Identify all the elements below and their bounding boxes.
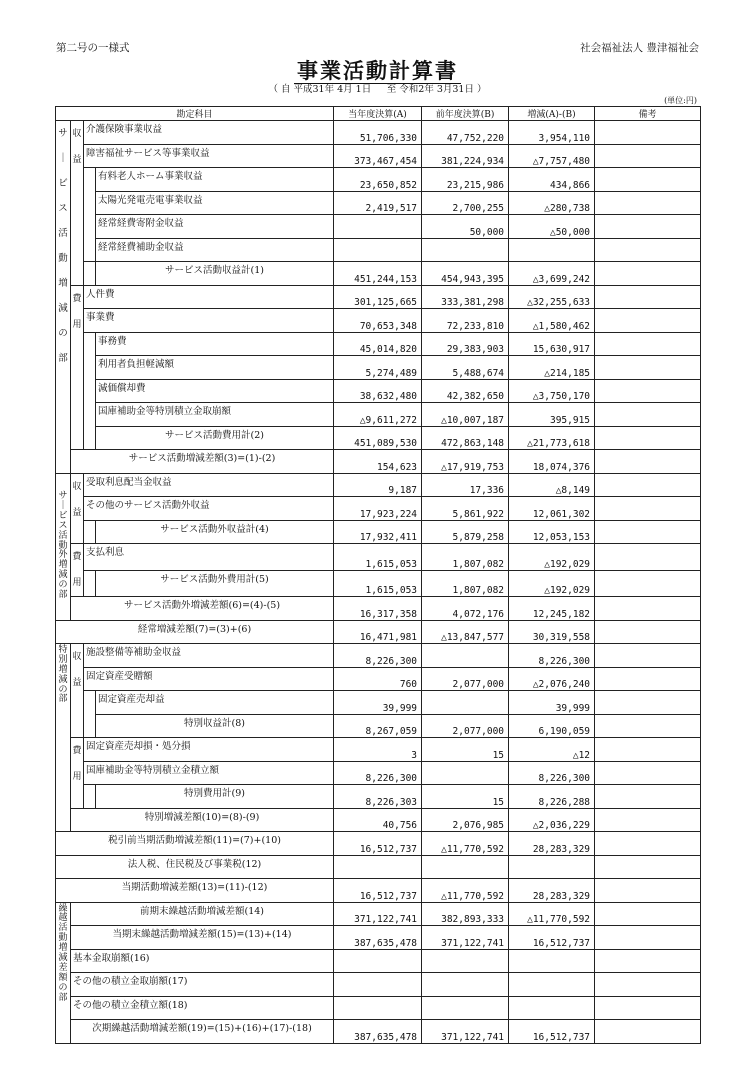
table-row [56,738,701,762]
value-previous [422,761,509,785]
remarks-cell [595,262,701,286]
value-current: 387,635,478 [334,926,422,950]
value-previous: 2,076,985 [422,808,509,832]
remarks-cell [595,426,701,450]
table-row [56,191,701,215]
value-diff: 28,283,329 [509,879,595,903]
col-account: 勘定科目 [56,107,334,121]
total-row [56,902,701,926]
indent-cell [84,520,96,544]
value-previous: 381,224,934 [422,144,509,168]
value-diff: △7,757,480 [509,144,595,168]
row-label: サービス活動増減差額(3)=(1)-(2) [71,450,334,474]
remarks-cell [595,356,701,380]
group-income: 収 益 [71,473,84,544]
table-row [56,667,701,691]
value-diff: 8,226,300 [509,644,595,668]
value-previous [422,691,509,715]
col-remarks: 備考 [595,107,701,121]
row-label: 支払利息 [84,544,334,571]
value-diff [509,996,595,1020]
form-number: 第二号の一様式 [56,42,130,54]
indent-cell [84,262,96,286]
value-diff: △8,149 [509,473,595,497]
remarks-cell [595,544,701,571]
remarks-cell [595,238,701,262]
group-income: 収 益 [71,644,84,738]
table-row [56,644,701,668]
row-label: 固定資産売却損・処分損 [84,738,334,762]
table-row [56,473,701,497]
value-current [334,855,422,879]
row-label: 特別収益計(8) [96,714,334,738]
value-current: 39,999 [334,691,422,715]
value-previous: 454,943,395 [422,262,509,286]
value-current [334,996,422,1020]
value-diff: △32,255,633 [509,285,595,309]
value-diff: △3,750,170 [509,379,595,403]
header-row [56,107,701,121]
remarks-cell [595,168,701,192]
remarks-cell [595,785,701,809]
value-current: 451,089,530 [334,426,422,450]
value-previous: 2,077,000 [422,714,509,738]
col-diff: 増減(A)-(B) [509,107,595,121]
row-label: サービス活動収益計(1) [96,262,334,286]
value-diff: 12,245,182 [509,597,595,621]
value-current: 45,014,820 [334,332,422,356]
value-diff: △192,029 [509,544,595,571]
remarks-cell [595,191,701,215]
value-current: 3 [334,738,422,762]
value-previous: 23,215,986 [422,168,509,192]
value-current [334,973,422,997]
value-diff: △2,036,229 [509,808,595,832]
row-label: 受取利息配当金収益 [84,473,334,497]
row-label: 国庫補助金等特別積立金取崩額 [96,403,334,427]
row-label: その他の積立金積立額(18) [71,996,334,1020]
value-current: 371,122,741 [334,902,422,926]
remarks-cell [595,667,701,691]
remarks-cell [595,403,701,427]
indent-cell [84,570,96,597]
value-diff: 6,190,059 [509,714,595,738]
remarks-cell [595,761,701,785]
value-diff: △192,029 [509,570,595,597]
row-label: 基本金取崩額(16) [71,949,334,973]
value-current: 451,244,153 [334,262,422,286]
value-previous [422,973,509,997]
value-diff: 395,915 [509,403,595,427]
value-previous: 472,863,148 [422,426,509,450]
section-service-other: サ ｜ ビ ス 活 動 外 増 減 の 部 [56,473,71,620]
value-diff [509,973,595,997]
remarks-cell [595,309,701,333]
row-label: 特別費用計(9) [96,785,334,809]
section-special: 特 別 増 減 の 部 [56,644,71,832]
total-row [56,597,701,621]
value-previous [422,238,509,262]
group-expense: 費 用 [71,285,84,450]
value-diff: 16,512,737 [509,1020,595,1044]
section-carryover: 繰 越 活 動 増 減 差 額 の 部 [56,902,71,1043]
value-current: 8,226,300 [334,644,422,668]
value-previous: 371,122,741 [422,1020,509,1044]
remarks-cell [595,832,701,856]
value-current: 16,512,737 [334,832,422,856]
value-previous: △13,847,577 [422,620,509,644]
remarks-cell [595,738,701,762]
value-current: 5,274,489 [334,356,422,380]
remarks-cell [595,215,701,239]
group-expense: 費 用 [71,544,84,597]
value-previous: 333,381,298 [422,285,509,309]
row-label: 前期末繰越活動増減差額(14) [71,902,334,926]
value-current: 40,756 [334,808,422,832]
value-current [334,215,422,239]
remarks-cell [595,121,701,145]
row-label: 介護保険事業収益 [84,121,334,145]
table-row [56,691,701,715]
value-previous: 50,000 [422,215,509,239]
value-previous: △17,919,753 [422,450,509,474]
row-label: 国庫補助金等特別積立金積立額 [84,761,334,785]
value-current: 1,615,053 [334,570,422,597]
value-diff: 8,226,288 [509,785,595,809]
col-previous: 前年度決算(B) [422,107,509,121]
total-row [56,808,701,832]
value-previous [422,949,509,973]
indent-cell [84,691,96,738]
value-previous: 371,122,741 [422,926,509,950]
remarks-cell [595,497,701,521]
value-current: 154,623 [334,450,422,474]
row-label: 次期繰越活動増減差額(19)=(15)+(16)+(17)-(18) [71,1020,334,1044]
row-label: サービス活動外増減差額(6)=(4)-(5) [71,597,334,621]
organization-name: 社会福祉法人 豊津福祉会 [580,42,699,54]
row-label: 特別増減差額(10)=(8)-(9) [71,808,334,832]
row-label: サービス活動外収益計(4) [96,520,334,544]
value-previous: 2,077,000 [422,667,509,691]
value-current: 1,615,053 [334,544,422,571]
remarks-cell [595,902,701,926]
remarks-cell [595,973,701,997]
value-previous: 382,893,333 [422,902,509,926]
value-current: 9,187 [334,473,422,497]
row-label: 障害福祉サービス等事業収益 [84,144,334,168]
subtotal-row [56,262,701,286]
value-current: 8,226,300 [334,761,422,785]
indent-cell [84,785,96,809]
remarks-cell [595,949,701,973]
row-label: 固定資産受贈額 [84,667,334,691]
value-current: 17,932,411 [334,520,422,544]
remarks-cell [595,570,701,597]
remarks-cell [595,520,701,544]
col-current: 当年度決算(A) [334,107,422,121]
total-row [56,855,701,879]
value-diff [509,238,595,262]
value-diff: △214,185 [509,356,595,380]
total-row [56,832,701,856]
table-row [56,356,701,380]
row-label: 人件費 [84,285,334,309]
value-previous: 72,233,810 [422,309,509,333]
value-current: 51,706,330 [334,121,422,145]
value-diff: △12 [509,738,595,762]
value-previous: 15 [422,785,509,809]
remarks-cell [595,597,701,621]
value-current: 23,650,852 [334,168,422,192]
value-current: △9,611,272 [334,403,422,427]
value-diff: △1,580,462 [509,309,595,333]
value-previous [422,644,509,668]
value-previous: 17,336 [422,473,509,497]
remarks-cell [595,879,701,903]
value-current: 17,923,224 [334,497,422,521]
value-diff: 434,866 [509,168,595,192]
row-label: 法人税、住民税及び事業税(12) [56,855,334,879]
value-diff: 18,074,376 [509,450,595,474]
table-row [56,403,701,427]
remarks-cell [595,996,701,1020]
value-current: 8,267,059 [334,714,422,738]
value-current: 16,471,981 [334,620,422,644]
remarks-cell [595,808,701,832]
remarks-cell [595,379,701,403]
table-row [56,332,701,356]
value-previous: 2,700,255 [422,191,509,215]
table-row [56,761,701,785]
total-row [56,620,701,644]
subtotal-row [56,520,701,544]
value-previous: 15 [422,738,509,762]
row-label: サービス活動費用計(2) [96,426,334,450]
value-diff: △11,770,592 [509,902,595,926]
group-income: 収 益 [71,121,84,286]
value-previous: 5,861,922 [422,497,509,521]
subtotal-row [56,570,701,597]
value-diff: 16,512,737 [509,926,595,950]
document-title: 事業活動計算書 [0,55,755,85]
value-previous: 1,807,082 [422,570,509,597]
value-current [334,238,422,262]
value-current: 373,467,454 [334,144,422,168]
value-previous: △10,007,187 [422,403,509,427]
remarks-cell [595,644,701,668]
row-label: 経常経費寄附金収益 [96,215,334,239]
table-row [56,996,701,1020]
value-current: 2,419,517 [334,191,422,215]
remarks-cell [595,450,701,474]
row-label: 施設整備等補助金収益 [84,644,334,668]
table-row [56,121,701,145]
value-diff [509,949,595,973]
table-row [56,215,701,239]
value-diff: 39,999 [509,691,595,715]
value-current: 8,226,303 [334,785,422,809]
value-diff: 30,319,558 [509,620,595,644]
value-diff: 8,226,300 [509,761,595,785]
value-diff: △3,699,242 [509,262,595,286]
value-previous: 5,879,258 [422,520,509,544]
activity-statement-table [55,106,701,1044]
row-label: 事業費 [84,309,334,333]
value-current: 301,125,665 [334,285,422,309]
row-label: 経常増減差額(7)=(3)+(6) [56,620,334,644]
value-previous: △11,770,592 [422,832,509,856]
value-diff: △280,738 [509,191,595,215]
remarks-cell [595,144,701,168]
value-current: 16,512,737 [334,879,422,903]
remarks-cell [595,714,701,738]
remarks-cell [595,285,701,309]
value-previous: 42,382,650 [422,379,509,403]
row-label: 税引前当期活動増減差額(11)=(7)+(10) [56,832,334,856]
fiscal-period: （ 自 平成31年 4月 1日 至 令和2年 3月31日 ） [268,84,487,95]
value-current: 387,635,478 [334,1020,422,1044]
table-row [56,238,701,262]
table-row [56,285,701,309]
row-label: その他の積立金取崩額(17) [71,973,334,997]
value-current: 16,317,358 [334,597,422,621]
subtotal-row [56,426,701,450]
value-previous: 4,072,176 [422,597,509,621]
value-previous [422,855,509,879]
row-label: 利用者負担軽減額 [96,356,334,380]
value-current: 38,632,480 [334,379,422,403]
row-label: 有料老人ホーム事業収益 [96,168,334,192]
value-diff: 3,954,110 [509,121,595,145]
table-row [56,379,701,403]
table-row [56,309,701,333]
table-row [56,544,701,571]
subtotal-row [56,714,701,738]
value-diff: △21,773,618 [509,426,595,450]
value-current: 760 [334,667,422,691]
remarks-cell [595,473,701,497]
row-label: その他のサービス活動外収益 [84,497,334,521]
row-label: 固定資産売却益 [96,691,334,715]
row-label: 減価償却費 [96,379,334,403]
value-current [334,949,422,973]
total-row [56,1020,701,1044]
subtotal-row [56,785,701,809]
value-diff: 12,061,302 [509,497,595,521]
table-row [56,973,701,997]
group-expense: 費 用 [71,738,84,809]
remarks-cell [595,332,701,356]
value-diff [509,855,595,879]
value-previous: 47,752,220 [422,121,509,145]
value-diff: △50,000 [509,215,595,239]
total-row [56,450,701,474]
row-label: 当期活動増減差額(13)=(11)-(12) [56,879,334,903]
total-row [56,926,701,950]
value-diff: △2,076,240 [509,667,595,691]
row-label: サービス活動外費用計(5) [96,570,334,597]
row-label: 太陽光発電売電事業収益 [96,191,334,215]
indent-cell [84,168,96,262]
row-label: 当期末繰越活動増減差額(15)=(13)+(14) [71,926,334,950]
unit-note: (単位:円) [664,96,697,105]
table-row [56,497,701,521]
remarks-cell [595,620,701,644]
value-previous: 29,383,903 [422,332,509,356]
row-label: 経常経費補助金収益 [96,238,334,262]
remarks-cell [595,1020,701,1044]
remarks-cell [595,926,701,950]
total-row [56,879,701,903]
value-previous [422,996,509,1020]
value-diff: 12,053,153 [509,520,595,544]
table-row [56,144,701,168]
value-previous: 5,488,674 [422,356,509,380]
remarks-cell [595,855,701,879]
section-service: サ ｜ ビ ス 活 動 増 減 の 部 [56,121,71,474]
table-row [56,168,701,192]
value-previous: △11,770,592 [422,879,509,903]
value-previous: 1,807,082 [422,544,509,571]
row-label: 事務費 [96,332,334,356]
value-current: 70,653,348 [334,309,422,333]
indent-cell [84,332,96,450]
value-diff: 28,283,329 [509,832,595,856]
remarks-cell [595,691,701,715]
value-diff: 15,630,917 [509,332,595,356]
table-row [56,949,701,973]
